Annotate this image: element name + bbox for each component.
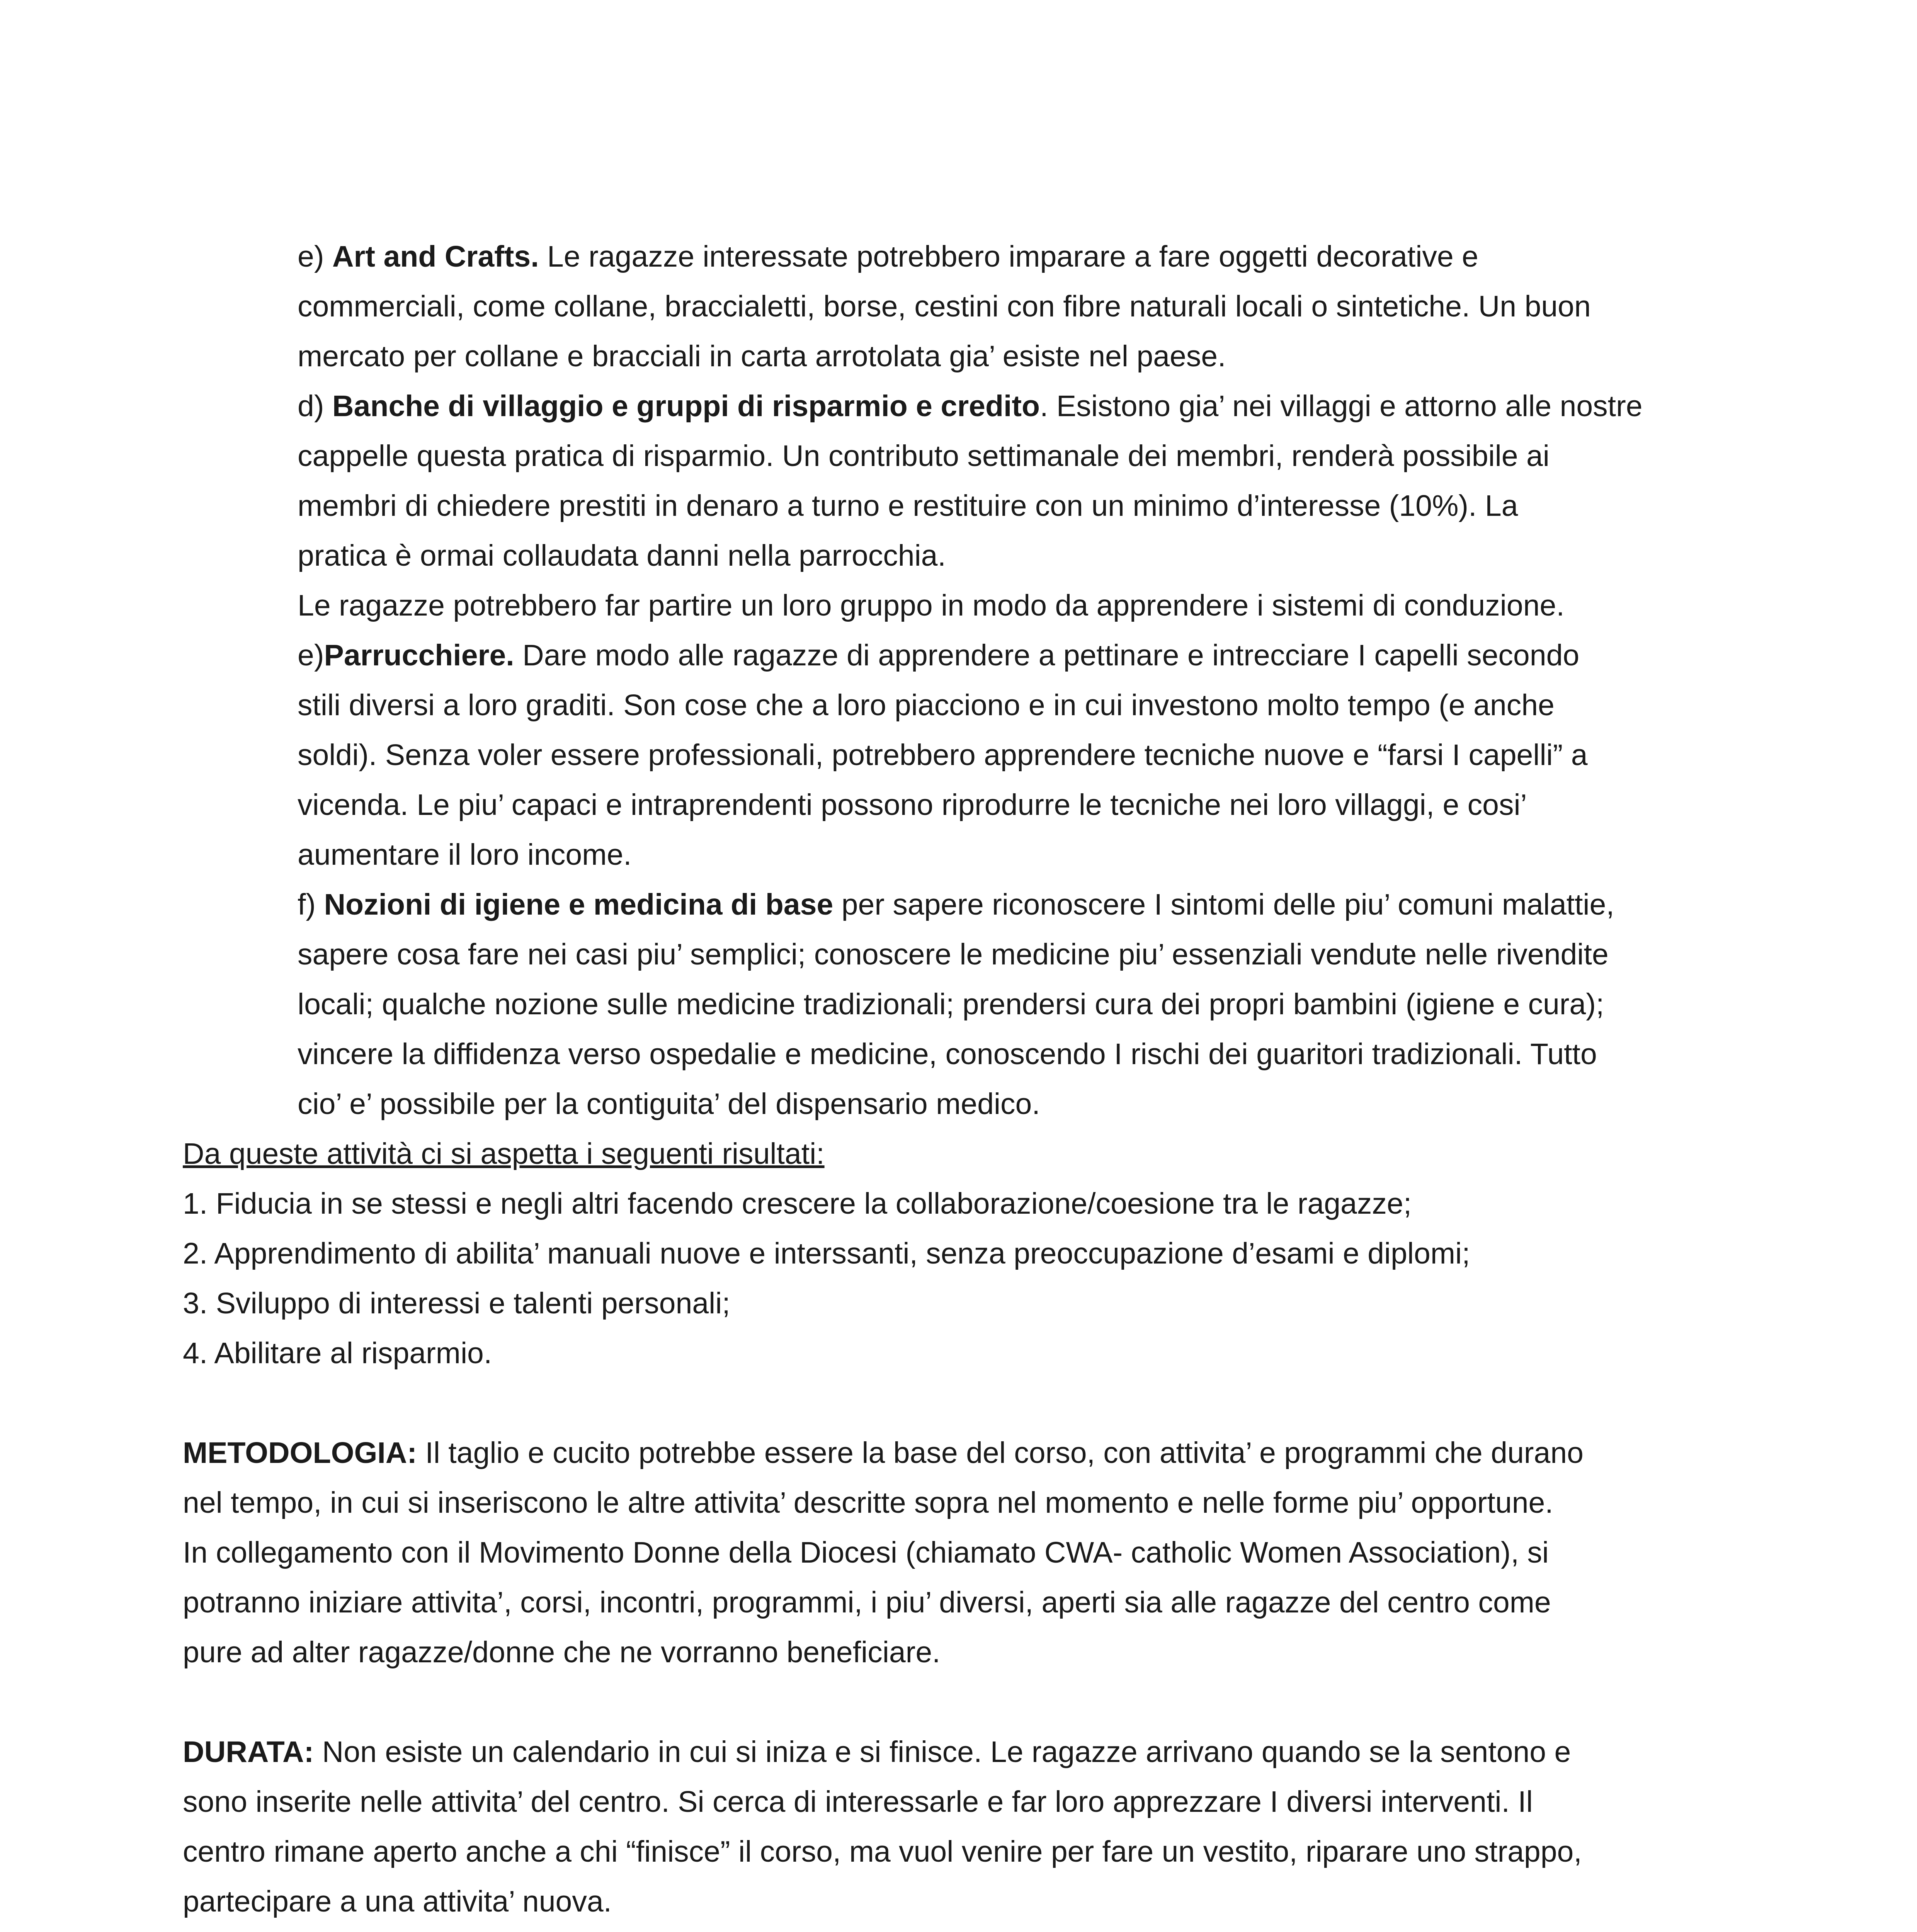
banche-line-1: d) Banche di villaggio e gruppi di risparmio e credito. Esistono gia’ nei villaggi e attorno alle nostre (298, 389, 1643, 423)
risultati-item-4: 4. Abilitare al risparmio. (183, 1337, 492, 1370)
banche-title: Banche di villaggio e gruppi di risparmio e credito (332, 389, 1040, 423)
durata-line-1: DURATA: Non esiste un calendario in cui si iniza e si finisce. Le ragazze arrivano quando se la sentono e (183, 1735, 1571, 1769)
igiene-line-4: vincere la diffidenza verso ospedalie e medicine, conoscendo I rischi dei guaritori tradizionali. Tutto (298, 1037, 1597, 1071)
metodologia-line-3: In collegamento con il Movimento Donne della Diocesi (chiamato CWA- catholic Women Association), si (183, 1536, 1549, 1569)
metodologia-line-5: pure ad alter ragazze/donne che ne vorranno beneficiare. (183, 1636, 941, 1669)
risultati-heading: Da queste attività ci si aspetta i seguenti risultati: (183, 1137, 825, 1170)
metodologia-line-4: potranno iniziare attivita’, corsi, incontri, programmi, i piu’ diversi, aperti sia alle ragazze del centro come (183, 1586, 1551, 1619)
durata-line-2: sono inserite nelle attivita’ del centro. Si cerca di interessarle e far loro apprezzare I diversi interventi. Il (183, 1785, 1533, 1818)
art-crafts-line-1: e) Art and Crafts. Le ragazze interessate potrebbero imparare a fare oggetti decorative e (298, 240, 1478, 273)
parrucchiere-title: Parrucchiere. (324, 639, 514, 672)
igiene-line-3: locali; qualche nozione sulle medicine tradizionali; prendersi cura dei propri bambini (igiene e cura); (298, 988, 1604, 1021)
risultati-item-1: 1. Fiducia in se stessi e negli altri facendo crescere la collaborazione/coesione tra le ragazze; (183, 1187, 1412, 1220)
banche-line-5: Le ragazze potrebbero far partire un loro gruppo in modo da apprendere i sistemi di conduzione. (298, 589, 1565, 622)
parrucchiere-line-4: vicenda. Le piu’ capaci e intraprendenti possono riprodurre le tecniche nei loro villaggi, e cosi’ (298, 788, 1527, 821)
parrucchiere-line-1: e)Parrucchiere. Dare modo alle ragazze di apprendere a pettinare e intrecciare I capelli secondo (298, 639, 1580, 672)
igiene-title: Nozioni di igiene e medicina di base (324, 888, 833, 921)
banche-line-2: cappelle questa pratica di risparmio. Un contributo settimanale dei membri, renderà possibile ai (298, 439, 1550, 473)
durata-line-3: centro rimane aperto anche a chi “finisce” il corso, ma vuol venire per fare un vestito, riparare uno strappo, (183, 1835, 1582, 1868)
igiene-line-5: cio’ e’ possibile per la contiguita’ del dispensario medico. (298, 1087, 1040, 1121)
parrucchiere-line-5: aumentare il loro income. (298, 838, 632, 871)
igiene-line-1: f) Nozioni di igiene e medicina di base per sapere riconoscere I sintomi delle piu’ comuni malattie, (298, 888, 1614, 921)
durata-line-4: partecipare a una attivita’ nuova. (183, 1885, 612, 1918)
igiene-line-2: sapere cosa fare nei casi piu’ semplici; conoscere le medicine piu’ essenziali vendute nelle rivendite (298, 938, 1609, 971)
durata-label: DURATA: (183, 1735, 314, 1769)
banche-line-4: pratica è ormai collaudata danni nella parrocchia. (298, 539, 946, 572)
art-crafts-line-2: commerciali, come collane, braccialetti, borse, cestini con fibre naturali locali o sintetiche. Un buon (298, 290, 1591, 323)
parrucchiere-line-3: soldi). Senza voler essere professionali, potrebbero apprendere tecniche nuove e “farsi I capelli” a (298, 738, 1588, 772)
art-crafts-line-3: mercato per collane e bracciali in carta arrotolata gia’ esiste nel paese. (298, 340, 1226, 373)
banche-line-3: membri di chiedere prestiti in denaro a turno e restituire con un minimo d’interesse (10%). La (298, 489, 1518, 522)
parrucchiere-line-2: stili diversi a loro graditi. Son cose che a loro piacciono e in cui investono molto tempo (e anche (298, 689, 1555, 722)
metodologia-label: METODOLOGIA: (183, 1436, 417, 1469)
risultati-item-2: 2. Apprendimento di abilita’ manuali nuove e interssanti, senza preoccupazione d’esami e diplomi; (183, 1237, 1470, 1270)
risultati-item-3: 3. Sviluppo di interessi e talenti personali; (183, 1287, 730, 1320)
art-crafts-title: Art and Crafts. (332, 240, 539, 273)
metodologia-line-1: METODOLOGIA: Il taglio e cucito potrebbe essere la base del corso, con attivita’ e programmi che durano (183, 1436, 1584, 1469)
metodologia-line-2: nel tempo, in cui si inseriscono le altre attivita’ descritte sopra nel momento e nelle forme piu’ opportune. (183, 1486, 1553, 1519)
